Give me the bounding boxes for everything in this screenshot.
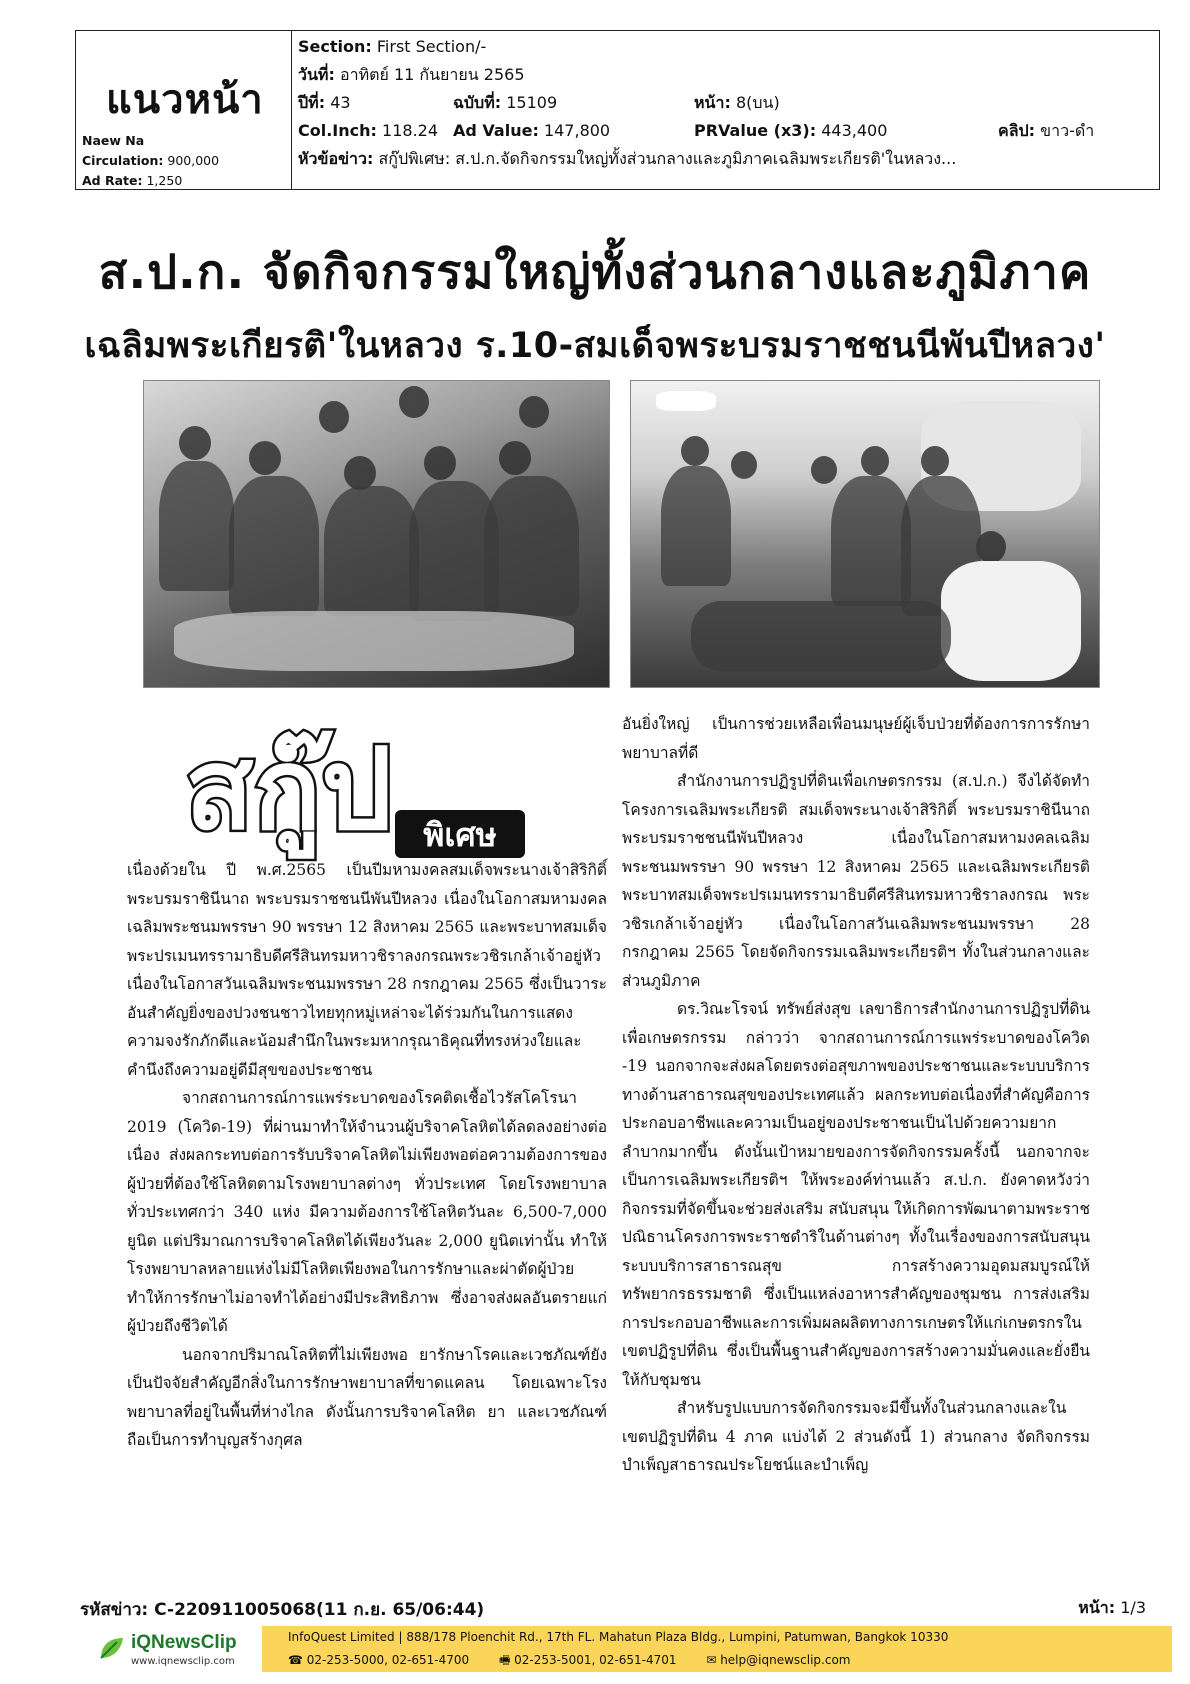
adrate-label: Ad Rate: [82,173,143,188]
headline-label: หัวข้อข่าว: [298,149,374,168]
section-label: Section: [298,37,372,56]
leaf-icon [97,1634,125,1662]
news-id: รหัสข่าว: C-220911005068(11 ก.ย. 65/06:44) [80,1600,485,1620]
paragraph: สำหรับรูปแบบการจัดกิจกรรมจะมีขึ้นทั้งในส่วนกลางและในเขตปฏิรูปที่ดิน 4 ภาค แบ่งได้ 2 ส่วนดังนี้ 1) ส่วนกลาง จัดกิจกรรมบำเพ็ญสาธารณประโยชน์และบำเพ็ญ [622,1399,1090,1474]
footer-page [1078,1596,1146,1621]
paragraph: เนื่องด้วยใน ปี พ.ศ.2565 เป็นปีมหามงคลสมเด็จพระนางเจ้าสิริกิติ์ พระบรมราชินีนาถ พระบรมราชชนนีพันปีหลวง เนื่องในโอกาสมหามงคลเฉลิมพระชนมพรรษา 90 พรรษา 12 สิงหาคม 2565 และพระบาทสมเด็จพระปรเมนทรรามาธิบดีศรีสินทรมหาวชิราลงกรณพระวชิรเกล้าเจ้าอยู่หัว เนื่องในโอกาสวันเฉลิมพระชนมพรรษา 28 กรกฎาคม 2565 ซึ่งเป็นวาระอันสำคัญยิ่งของปวงชนชาวไทยทุกหมู่เหล่าจะได้ร่วมกันในการแสดงความจงรักภักดีและน้อมสำนึกในพระมหากรุณาธิคุณที่ทรงห่วงใยและคำนึงถึงความอยู่ดีมีสุขของประชาชน [127,861,607,1079]
brand-url: www.iqnewsclip.com [131,1656,235,1667]
scoop-special-logo [185,710,585,870]
date-value: อาทิตย์ 11 กันยายน 2565 [339,65,525,84]
circulation-value: 900,000 [167,153,220,168]
paragraph: จากสถานการณ์การแพร่ระบาดของโรคติดเชื้อไวรัสโคโรนา 2019 (โควิด-19) ที่ผ่านมาทำให้จำนวนผู้บริจาคโลหิตได้ลดลงอย่างต่อเนื่อง ส่งผลกระทบต่อการรับบริจาคโลหิตไม่เพียงพอต่อความต้องการของผู้ป่วยที่ต้องใช้โลหิตตามโรงพยาบาลต่างๆ ทั่วประเทศ โดยโรงพยาบาลทั่วประเทศกว่า 340 แห่ง มีความต้องการใช้โลหิตวันละ 6,500-7,000 ยูนิต แต่ปริมาณการบริจาคโลหิตได้เพียงวันละ 2,000 ยูนิตเท่านั้น ทำให้โรงพยาบาลหลายแห่งไม่มีโลหิตเพียงพอในการรักษาและผ่าตัดผู้ป่วย ทำให้การรักษาไม่อาจทำได้อย่างมีประสิทธิภาพ ซึ่งอาจส่งผลอันตรายแก่ผู้ป่วยถึงชีวิตได้ [127,1089,607,1335]
iqnewsclip-logo [95,1628,255,1674]
brand-name: iQNewsClip [131,1632,237,1653]
email-contact: ✉ help@iqnewsclip.com [706,1653,851,1667]
paragraph: นอกจากปริมาณโลหิตที่ไม่เพียงพอ ยารักษาโรคและเวชภัณฑ์ยังเป็นปัจจัยสำคัญอีกสิ่งในการรักษาพยาบาลที่ขาดแคลน โดยเฉพาะโรงพยาบาลที่อยู่ในพื้นที่ห่างไกล ดังนั้นการบริจาคโลหิต ยา และเวชภัณฑ์ ถือเป็นการทำบุญสร้างกุศล [127,1345,607,1449]
clip-type-value: ขาว-ดำ [1040,121,1095,140]
article-column-1 [127,856,607,1455]
publication-meta [82,131,219,191]
publication-panel [76,31,292,189]
colinch-label: Col.Inch: [298,121,377,140]
phone-contact: ☎ 02-253-5000, 02-651-4700 [288,1653,470,1667]
contact-bar [262,1626,1172,1672]
footer-page-label: หน้า: [1078,1598,1116,1617]
date-label: วันที่: [298,65,335,84]
fax-contact: 🖷 02-253-5001, 02-651-4701 [498,1653,677,1667]
page-label: หน้า: [694,93,731,112]
scoop-logo-sub: พิเศษ [423,816,497,854]
advalue-label: Ad Value: [453,121,539,140]
clip-type-label: คลิป: [998,121,1036,140]
contact-line [288,1651,876,1672]
paragraph: สำนักงานการปฏิรูปที่ดินเพื่อเกษตรกรรม (ส.ป.ก.) จึงได้จัดทำโครงการเฉลิมพระเกียรติ สมเด็จพระนางเจ้าสิริกิติ์ พระบรมราชินีนาถ พระบรมราชชนนีพันปีหลวง เนื่องในโอกาสมหามงคลเฉลิมพระชนมพรรษา 90 พรรษา 12 สิงหาคม 2565 และเฉลิมพระเกียรติพระบาทสมเด็จพระปรเมนทรรามาธิบดีศรีสินทรมหาวชิราลงกรณ พระวชิรเกล้าเจ้าอยู่หัว เนื่องในโอกาสวันเฉลิมพระชนมพรรษา 28 กรกฎาคม 2565 โดยจัดกิจกรรมเฉลิมพระเกียรติฯ ทั้งในส่วนกลางและส่วนภูมิภาค [622,772,1090,990]
blood-donation-photo [630,380,1100,688]
year-label: ปีที่: [298,93,326,112]
footer-page-value: 1/3 [1120,1598,1146,1617]
clip-meta-panel [298,31,1159,189]
page-value: 8(บน) [735,93,780,112]
article-title-line1: ส.ป.ก. จัดกิจกรรมใหญ่ทั้งส่วนกลางและภูมิภาค [98,245,1092,300]
prvalue-value: 443,400 [821,121,888,140]
colinch-value: 118.24 [382,121,438,140]
paper-name-en: Naew Na [82,133,145,148]
prvalue-label: PRValue (x3): [694,121,817,140]
article-column-2 [622,710,1090,1480]
tree-planting-photo [143,380,610,688]
advalue-value: 147,800 [543,121,611,140]
paragraph: อันยิ่งใหญ่ เป็นการช่วยเหลือเพื่อนมนุษย์ผู้เจ็บป่วยที่ต้องการการรักษาพยาบาลที่ดี [622,715,1090,762]
year-value: 43 [330,93,351,112]
section-value: First Section/- [376,37,487,56]
issue-value: 15109 [506,93,558,112]
company-address: InfoQuest Limited | 888/178 Ploenchit Rd., 17th FL. Mahatun Plaza Bldg., Lumpini, Patumwan, Bangkok 10330 [288,1630,949,1644]
scoop-logo-main: สกู๊ป [185,725,393,855]
circulation-label: Circulation: [82,153,164,168]
clip-info-box [75,30,1160,190]
adrate-value: 1,250 [146,173,183,188]
headline-value: สกู๊ปพิเศษ: ส.ป.ก.จัดกิจกรรมใหญ่ทั้งส่วนกลางและภูมิภาคเฉลิมพระเกียรติ'ในหลวง... [378,149,957,168]
newspaper-logo: แนวหน้า [106,77,264,123]
paragraph: ดร.วิณะโรจน์ ทรัพย์ส่งสุข เลขาธิการสำนักงานการปฏิรูปที่ดินเพื่อเกษตรกรรม กล่าวว่า จากสถานการณ์การแพร่ระบาดของโควิด -19 นอกจากจะส่งผลโดยตรงต่อสุขภาพของประชาชนและระบบบริการทางด้านสาธารณสุขของประเทศแล้ว ผลกระทบต่อเนื่องที่สำคัญคือการประกอบอาชีพและความเป็นอยู่ของประชาชนเป็นไปด้วยความยากลำบากมากขึ้น ดังนั้นเป้าหมายของการจัดกิจกรรมครั้งนี้ นอกจากจะเป็นการเฉลิมพระเกียรติฯ ให้พระองค์ท่านแล้ว ส.ป.ก. ยังคาดหวังว่ากิจกรรมที่จัดขึ้นจะช่วยส่งเสริม สนับสนุน ให้เกิดการพัฒนาตามพระราชปณิธานโครงการพระราชดำริในด้านต่างๆ ทั้งในเรื่องของการสนับสนุนระบบบริการสาธารณสุข การสร้างความอุดมสมบูรณ์ให้ทรัพยากรธรรมชาติ ซึ่งเป็นแหล่งอาหารสำคัญของชุมชน การส่งเสริมการประกอบอาชีพและการเพิ่มผลผลิตทางการเกษตรให้แก่เกษตรกรในเขตปฏิรูปที่ดิน ซึ่งเป็นพื้นฐานสำคัญของการสร้างความมั่นคงและยั่งยืนให้กับชุมชน [622,1000,1090,1389]
issue-label: ฉบับที่: [453,93,502,112]
article-title-line2: เฉลิมพระเกียรติ'ในหลวง ร.10-สมเด็จพระบรมราชชนนีพันปีหลวง' [84,326,1106,366]
